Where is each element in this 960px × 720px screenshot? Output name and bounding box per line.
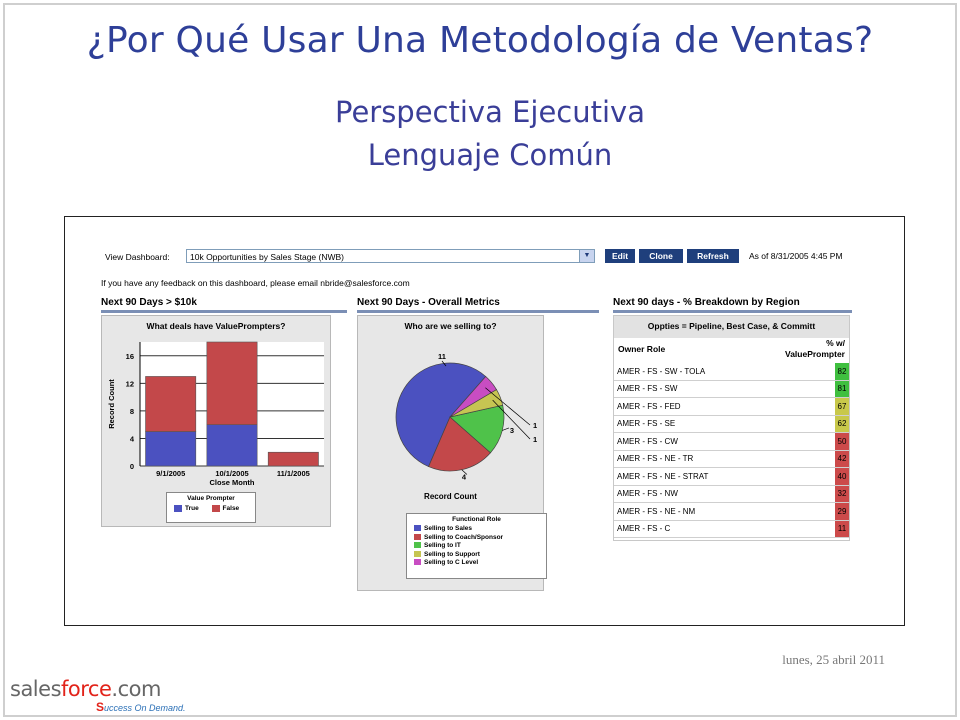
edit-button[interactable]: Edit [605, 249, 635, 263]
pct-cell: 62 [835, 415, 849, 433]
legend-swatch [414, 542, 421, 548]
y-tick-label: 8 [129, 406, 134, 416]
pct-cell: 67 [835, 398, 849, 416]
table-row [614, 450, 849, 468]
pct-cell: 29 [835, 503, 849, 521]
table-row [614, 433, 849, 451]
legend-swatch [414, 551, 421, 557]
pie-legend-item [414, 525, 546, 534]
owner-role-cell: AMER - FS - SW [614, 380, 835, 398]
y-axis-label: Record Count [107, 379, 116, 429]
owner-role-cell: AMER - FS - SW - TOLA [614, 363, 835, 380]
legend-swatch [414, 559, 421, 565]
tagline-s: S [96, 700, 105, 714]
legend-label: Selling to C Level [424, 559, 479, 566]
salesforce-tagline [96, 700, 186, 714]
as-of-timestamp: As of 8/31/2005 4:45 PM [749, 251, 843, 261]
column-header-pct-line1: % w/ [826, 338, 845, 348]
pie-value-label: 3 [509, 425, 515, 435]
legend-swatch-true [174, 505, 182, 512]
pie-chart-panel [357, 315, 544, 591]
region-table [614, 363, 849, 538]
y-tick-label: 0 [129, 462, 134, 471]
bar-chart-title: What deals have ValuePrompters? [146, 321, 286, 331]
pie-chart-legend [406, 513, 547, 579]
legend-label-false: False [222, 505, 240, 513]
table-row [614, 468, 849, 486]
pie-leader-line [502, 428, 509, 431]
pie-legend-item [414, 551, 546, 560]
bar-chart-legend [166, 492, 256, 523]
pie-value-label: 4 [461, 472, 467, 482]
owner-role-cell: AMER - FS - SE [614, 415, 835, 433]
legend-swatch [414, 525, 421, 531]
clone-button[interactable]: Clone [639, 249, 683, 263]
legend-label: Selling to IT [424, 542, 461, 549]
table-row [614, 380, 849, 398]
bar-legend-title: Value Prompter [187, 495, 235, 502]
region-table-panel [613, 315, 850, 541]
pct-cell: 42 [835, 450, 849, 468]
owner-role-cell: AMER - FS - NE - NM [614, 503, 835, 521]
slide-subtitle-2: Lenguaje Común [367, 138, 613, 172]
owner-role-cell: AMER - FS - NE - TR [614, 450, 835, 468]
pct-cell: 11 [835, 520, 849, 538]
pct-cell: 32 [835, 485, 849, 503]
owner-role-cell: AMER - FS - NW [614, 485, 835, 503]
view-dashboard-label: View Dashboard: [105, 252, 170, 262]
column-header-pct-line2: ValuePrompter [785, 349, 845, 359]
table-row [614, 363, 849, 380]
bar-false [207, 342, 257, 425]
section-header-deals: Next 90 Days > $10k [101, 297, 347, 313]
pie-chart-xlabel: Record Count [424, 492, 477, 501]
y-tick-label: 12 [125, 379, 134, 389]
table-row [614, 503, 849, 521]
legend-swatch-false [212, 505, 220, 512]
column-header-owner-role: Owner Role [618, 344, 666, 354]
pct-cell: 50 [835, 433, 849, 451]
owner-role-cell: AMER - FS - NE - STRAT [614, 468, 835, 486]
logo-com: .com [111, 677, 161, 701]
pie-legend-item [414, 534, 546, 543]
pie-value-label: 1 [533, 435, 538, 444]
pie-legend-item [414, 559, 546, 568]
pct-cell: 82 [835, 363, 849, 380]
slide-title: ¿Por Qué Usar Una Metodología de Ventas? [86, 20, 874, 61]
pie-chart-title: Who are we selling to? [404, 321, 497, 331]
table-row [614, 485, 849, 503]
bar-false [146, 376, 196, 431]
legend-label: Selling to Coach/Sponsor [424, 533, 504, 541]
pct-cell: 40 [835, 468, 849, 486]
salesforce-logo [10, 677, 161, 701]
owner-role-cell: AMER - FS - CW [614, 433, 835, 451]
dashboard-screenshot [64, 216, 905, 626]
legend-label: Selling to Sales [424, 525, 473, 532]
logo-sales: sales [10, 677, 62, 701]
pie-chart [358, 316, 543, 516]
refresh-button[interactable]: Refresh [687, 249, 739, 263]
owner-role-cell: AMER - FS - C [614, 520, 835, 538]
table-row [614, 520, 849, 538]
column-header-pct [785, 338, 845, 360]
legend-label: Selling to Support [424, 550, 480, 558]
legend-swatch [414, 534, 421, 540]
table-row [614, 415, 849, 433]
feedback-text: If you have any feedback on this dashboard, please email nbride@salesforce.com [101, 278, 410, 288]
legend-label-true: True [185, 505, 199, 513]
x-tick-label: 10/1/2005 [215, 469, 249, 478]
owner-role-cell: AMER - FS - FED [614, 398, 835, 416]
bar-false [268, 452, 318, 466]
x-axis-label: Close Month [209, 478, 255, 487]
pie-value-label: 11 [438, 352, 446, 361]
logo-force: force [61, 677, 112, 701]
table-row [614, 398, 849, 416]
bar-chart-panel [101, 315, 331, 527]
x-tick-label: 9/1/2005 [156, 469, 186, 478]
dashboard-select-value: 10k Opportunities by Sales Stage (NWB) [190, 252, 345, 262]
y-tick-label: 4 [129, 434, 134, 444]
bar-true [146, 432, 196, 466]
region-table-title: Oppties = Pipeline, Best Case, & Committ [614, 316, 849, 338]
pie-value-label: 1 [533, 421, 538, 430]
slide-date: lunes, 25 abril 2011 [782, 652, 885, 667]
pie-legend-title: Functional Role [452, 516, 501, 523]
pct-cell: 81 [835, 380, 849, 398]
x-tick-label: 11/1/2005 [276, 469, 310, 478]
tagline-rest: uccess On Demand. [104, 703, 186, 713]
section-header-region: Next 90 days - % Breakdown by Region [613, 297, 852, 313]
slide-subtitle-1: Perspectiva Ejecutiva [334, 95, 645, 129]
y-tick-label: 16 [125, 351, 134, 361]
section-header-metrics: Next 90 Days - Overall Metrics [357, 297, 599, 313]
pie-legend-item [414, 542, 546, 551]
bar-true [207, 425, 257, 466]
dashboard-select[interactable] [186, 249, 595, 263]
chevron-down-icon[interactable]: ▼ [579, 250, 594, 262]
